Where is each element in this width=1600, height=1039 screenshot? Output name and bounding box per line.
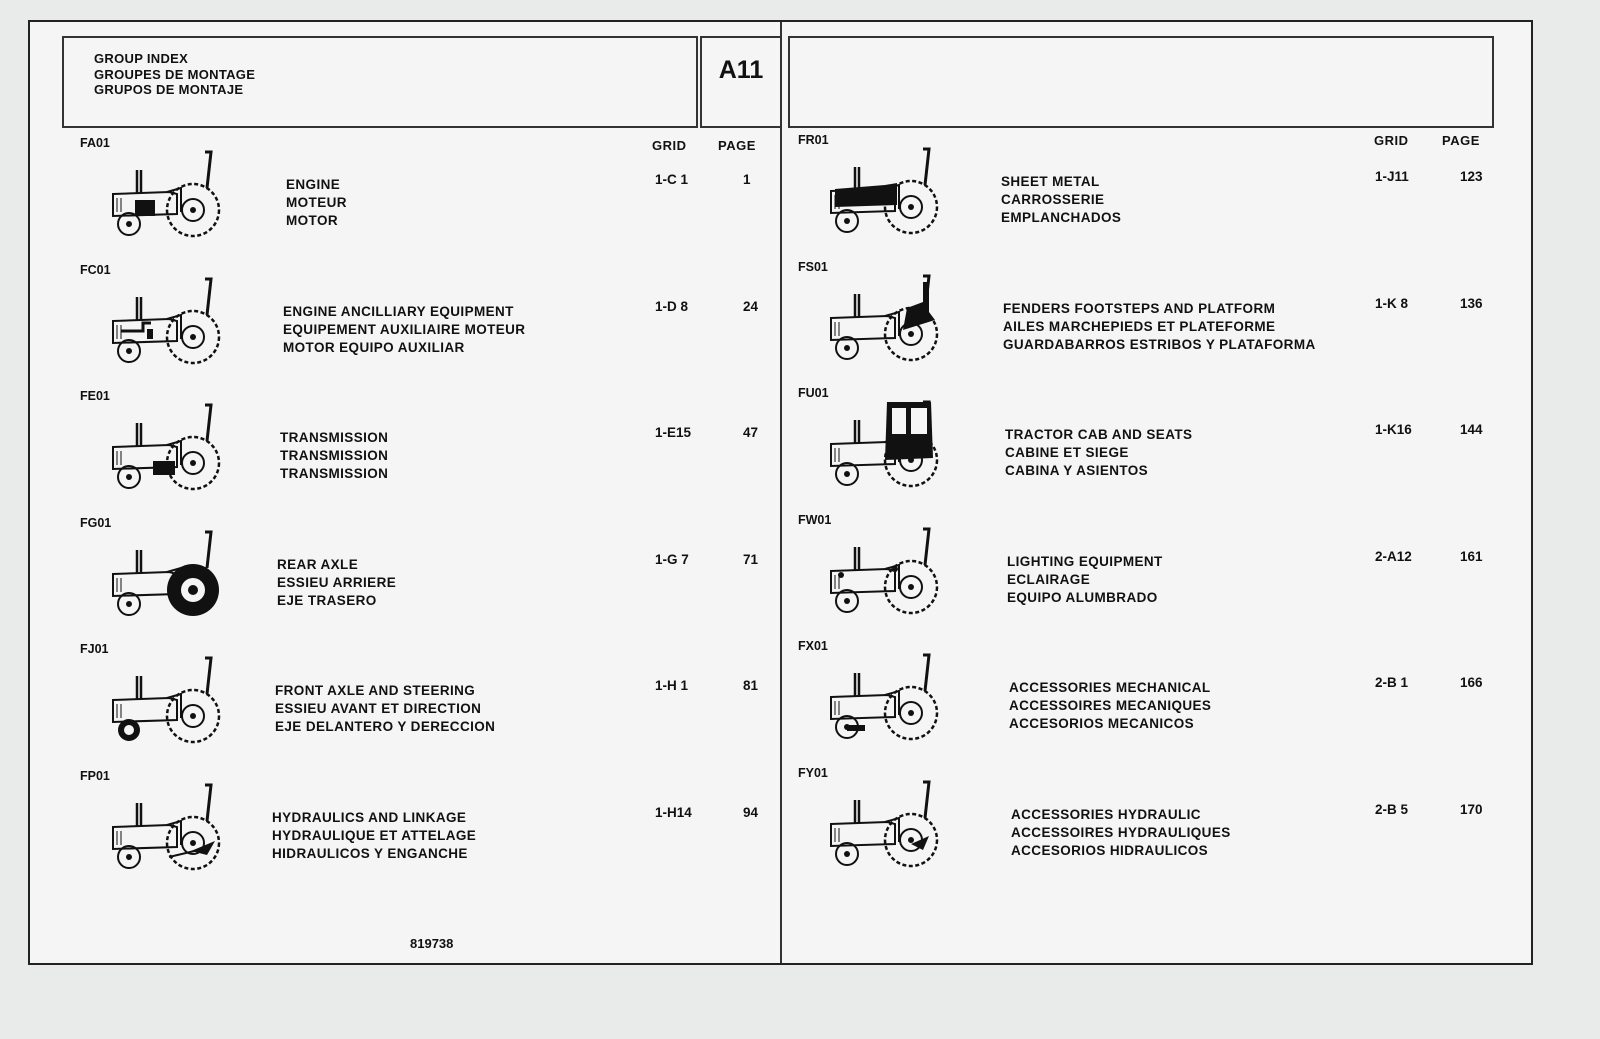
part-number: 819738: [410, 936, 454, 951]
page-number: 166: [1460, 675, 1483, 690]
left-grid-header: GRID: [652, 138, 687, 153]
grid-reference: 1-J11: [1375, 169, 1409, 184]
left-page-header: PAGE: [718, 138, 756, 153]
group-entry: [80, 389, 770, 517]
group-name-line: EQUIPO ALUMBRADO: [1007, 589, 1158, 605]
group-name-line: SHEET METAL: [1001, 174, 1100, 189]
group-entry: [798, 133, 1518, 261]
group-entry: [80, 516, 770, 644]
group-code: FP01: [80, 768, 110, 783]
tractor-rear-axle-icon: [102, 528, 232, 618]
page-number: 24: [743, 298, 759, 314]
tractor-accessories-hydraulic-icon: [820, 778, 950, 868]
grid-reference: 1-K16: [1375, 422, 1412, 437]
grid-reference: 2-B 5: [1375, 801, 1409, 817]
page-number: 71: [743, 551, 759, 567]
right-grid-header: GRID: [1374, 133, 1409, 148]
grid-reference: 2-A12: [1375, 548, 1412, 564]
group-name-line: CABINA Y ASIENTOS: [1005, 463, 1149, 478]
group-index-title: [94, 51, 255, 98]
grid-reference: 1-G 7: [655, 551, 689, 567]
page-number: 94: [743, 804, 759, 820]
group-name-line: ESSIEU AVANT ET DIRECTION: [275, 701, 482, 716]
group-name-line: FENDERS FOOTSTEPS AND PLATFORM: [1003, 300, 1276, 316]
grid-reference: 1-D 8: [655, 298, 689, 314]
group-names: [1005, 426, 1192, 480]
group-name-line: HYDRAULICS AND LINKAGE: [272, 809, 467, 825]
right-page-header: PAGE: [1442, 133, 1480, 148]
group-code: FC01: [80, 262, 111, 277]
group-names: [1003, 300, 1316, 354]
group-name-line: EQUIPEMENT AUXILIAIRE MOTEUR: [283, 321, 526, 337]
group-names: [1011, 806, 1231, 860]
group-name-line: TRANSMISSION: [280, 430, 389, 445]
group-name-line: MOTOR: [286, 213, 338, 228]
group-name-line: TRACTOR CAB AND SEATS: [1005, 427, 1193, 442]
group-entry: [80, 263, 770, 391]
group-entry: [798, 639, 1518, 767]
group-name-line: ACCESORIOS HIDRAULICOS: [1011, 842, 1209, 858]
group-name-line: AILES MARCHEPIEDS ET PLATEFORME: [1003, 318, 1276, 334]
section-code: A11: [718, 56, 764, 84]
group-names: [283, 303, 525, 357]
group-name-line: EMPLANCHADOS: [1001, 210, 1122, 225]
group-name-line: HYDRAULIQUE ET ATTELAGE: [272, 827, 477, 843]
tractor-hydraulics-icon: [102, 781, 232, 871]
page-number: 81: [743, 678, 759, 693]
group-code: FE01: [80, 389, 110, 403]
grid-reference: 1-K 8: [1375, 295, 1409, 311]
group-name-line: HIDRAULICOS Y ENGANCHE: [272, 845, 468, 861]
group-names: [1007, 553, 1163, 607]
group-code: FJ01: [80, 642, 109, 656]
tractor-lighting-icon: [820, 525, 950, 615]
header-title-box: [62, 36, 698, 128]
group-entry: [80, 769, 770, 897]
group-name-line: TRANSMISSION: [280, 466, 389, 481]
header-code-box: [700, 36, 782, 128]
group-name-line: MOTOR EQUIPO AUXILIAR: [283, 339, 465, 355]
group-names: [277, 556, 396, 610]
group-names: [272, 809, 476, 863]
group-code: FA01: [80, 136, 110, 150]
tractor-engine-icon: [102, 148, 232, 238]
title-line-es: GRUPOS DE MONTAJE: [94, 82, 244, 97]
group-name-line: CABINE ET SIEGE: [1005, 445, 1129, 460]
group-code: FX01: [798, 639, 828, 653]
page-number: 144: [1460, 422, 1483, 437]
page-number: 170: [1460, 801, 1483, 817]
page-number: 1: [743, 172, 751, 187]
grid-reference: 1-C 1: [655, 172, 689, 187]
group-name-line: ECLAIRAGE: [1007, 571, 1091, 587]
group-name-line: ESSIEU ARRIERE: [277, 574, 397, 590]
tractor-cab-icon: [820, 398, 950, 488]
tractor-sheet-metal-icon: [820, 145, 950, 235]
grid-reference: 1-E15: [655, 425, 692, 440]
group-names: [275, 682, 495, 736]
group-names: [286, 176, 347, 230]
title-line-en: GROUP INDEX: [94, 51, 189, 66]
page-number: 123: [1460, 169, 1483, 184]
index-sheet: [28, 20, 1533, 965]
group-code: FR01: [798, 133, 829, 147]
group-name-line: ACCESSORIES HYDRAULIC: [1011, 806, 1201, 822]
group-name-line: MOTEUR: [286, 195, 347, 210]
grid-reference: 1-H14: [655, 804, 692, 820]
group-name-line: ACCESSOIRES MECANIQUES: [1009, 698, 1212, 713]
group-entry: [798, 766, 1518, 894]
tractor-transmission-icon: [102, 401, 232, 491]
group-names: [1009, 679, 1211, 733]
header-blank-box: [788, 36, 1494, 128]
group-name-line: ENGINE: [286, 177, 341, 192]
group-name-line: REAR AXLE: [277, 556, 359, 572]
group-code: FW01: [798, 512, 832, 527]
group-code: FG01: [80, 515, 112, 530]
group-code: FS01: [798, 259, 828, 274]
page-number: 47: [743, 425, 759, 440]
group-names: [280, 429, 388, 483]
group-name-line: TRANSMISSION: [280, 448, 389, 463]
group-code: FY01: [798, 765, 828, 780]
group-name-line: FRONT AXLE AND STEERING: [275, 683, 476, 698]
grid-reference: 2-B 1: [1375, 675, 1409, 690]
page-number: 136: [1460, 295, 1483, 311]
group-code: FU01: [798, 386, 829, 400]
group-name-line: ACCESSORIES MECHANICAL: [1009, 680, 1211, 695]
title-line-fr: GROUPES DE MONTAGE: [94, 66, 256, 82]
group-name-line: ENGINE ANCILLIARY EQUIPMENT: [283, 303, 514, 319]
group-entry: [798, 513, 1518, 641]
tractor-fenders-icon: [820, 272, 950, 362]
group-entry: [798, 260, 1518, 388]
tractor-ancillary-icon: [102, 275, 232, 365]
group-entry: [80, 642, 770, 770]
group-entry: [80, 136, 770, 264]
group-name-line: LIGHTING EQUIPMENT: [1007, 553, 1163, 569]
grid-reference: 1-H 1: [655, 678, 689, 693]
group-name-line: ACCESORIOS MECANICOS: [1009, 716, 1195, 731]
tractor-front-axle-icon: [102, 654, 232, 744]
group-name-line: EJE DELANTERO Y DERECCION: [275, 719, 496, 734]
group-entry: [798, 386, 1518, 514]
column-divider: [780, 22, 782, 963]
group-name-line: GUARDABARROS ESTRIBOS Y PLATAFORMA: [1003, 336, 1316, 352]
group-name-line: ACCESSOIRES HYDRAULIQUES: [1011, 824, 1231, 840]
tractor-accessories-mechanical-icon: [820, 651, 950, 741]
page-number: 161: [1460, 548, 1483, 564]
group-name-line: EJE TRASERO: [277, 592, 377, 608]
group-name-line: CARROSSERIE: [1001, 192, 1105, 207]
group-names: [1001, 173, 1121, 227]
